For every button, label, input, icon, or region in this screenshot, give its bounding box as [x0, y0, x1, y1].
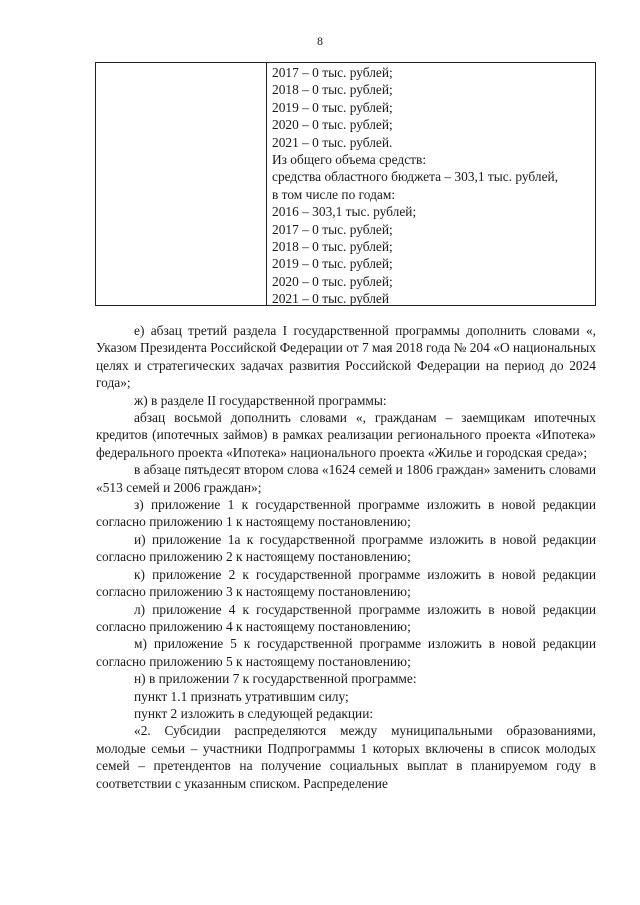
- table-line: 2017 – 0 тыс. рублей;: [272, 65, 393, 80]
- funding-table: [95, 62, 596, 306]
- paragraph-l: л) приложение 4 к государственной программе изложить в новой редакции согласно приложению 4 к настоящему постановлению;: [96, 601, 596, 634]
- table-line: 2020 – 0 тыс. рублей;: [272, 273, 393, 289]
- table-line: 2021 – 0 тыс. рублей: [272, 291, 390, 307]
- paragraph-k: к) приложение 2 к государственной программе изложить в новой редакции согласно приложению 3 к настоящему постановлению;: [96, 566, 596, 600]
- table-line: Из общего объема средств:: [272, 152, 427, 168]
- paragraph-abzac-52: в абзаце пятьдесят втором слова «1624 семей и 1806 граждан» заменить словами «513 семей и 2006 граждан»;: [96, 462, 597, 495]
- paragraph-e: е) абзац третий раздела I государственной программы дополнить словами «, Указом Президента Российской Федерации от 7 мая 2018 года № 204 «О национальных целях и стратегических задачах развития Российской Федерации на период до 2024 года»;: [96, 323, 596, 391]
- page-number: 8: [317, 34, 323, 48]
- table-line: 2018 – 0 тыс. рублей;: [272, 239, 393, 255]
- table-line: 2019 – 0 тыс. рублей;: [272, 99, 393, 115]
- table-line: 2018 – 0 тыс. рублей;: [272, 82, 393, 98]
- table-column-divider: [266, 63, 267, 305]
- table-line: 2021 – 0 тыс. рублей.: [272, 134, 393, 150]
- table-line: средства областного бюджета – 303,1 тыс. рублей,: [272, 169, 559, 185]
- paragraph-i: и) приложение 1а к государственной программе изложить в новой редакции согласно приложению 2 к настоящему постановлению;: [96, 531, 596, 565]
- paragraph-m: м) приложение 5 к государственной программе изложить в новой редакции согласно приложению 5 к настоящему постановлению;: [96, 636, 596, 669]
- paragraph-abzac-vosmoy: абзац восьмой дополнить словами «, гражданам – заемщикам ипотечных кредитов (ипотечных займов) в рамках реализации регионального проекта «Ипотека» федерального проекта «Ипотека» национального проекта «Жилье и городская среда»;: [96, 410, 596, 460]
- table-line: 2019 – 0 тыс. рублей;: [272, 256, 393, 272]
- paragraph-n: н) в приложении 7 к государственной программе:: [134, 671, 417, 687]
- paragraph-punkt-2: пункт 2 изложить в следующей редакции:: [134, 705, 374, 721]
- paragraph-zh: ж) в разделе II государственной программы:: [134, 392, 387, 408]
- table-line: 2017 – 0 тыс. рублей;: [272, 221, 393, 237]
- paragraph-quote-2: «2. Субсидии распределяются между муниципальными образованиями, молодые семьи – участники Подпрограммы 1 которых включены в список молодых семей – претендентов на получение социальных выплат в планируемом году в соответствии с указанным списком. Распределение: [96, 723, 596, 791]
- table-line: 2020 – 0 тыс. рублей;: [272, 117, 393, 133]
- paragraph-z: з) приложение 1 к государственной программе изложить в новой редакции согласно приложению 1 к настоящему постановлению;: [96, 497, 596, 530]
- table-line: 2016 – 303,1 тыс. рублей;: [272, 204, 417, 220]
- table-right-cell: [272, 64, 591, 308]
- paragraph-punkt-1-1: пункт 1.1 признать утратившим силу;: [134, 688, 349, 704]
- document-body: [96, 322, 596, 792]
- table-line: в том числе по годам:: [272, 186, 396, 202]
